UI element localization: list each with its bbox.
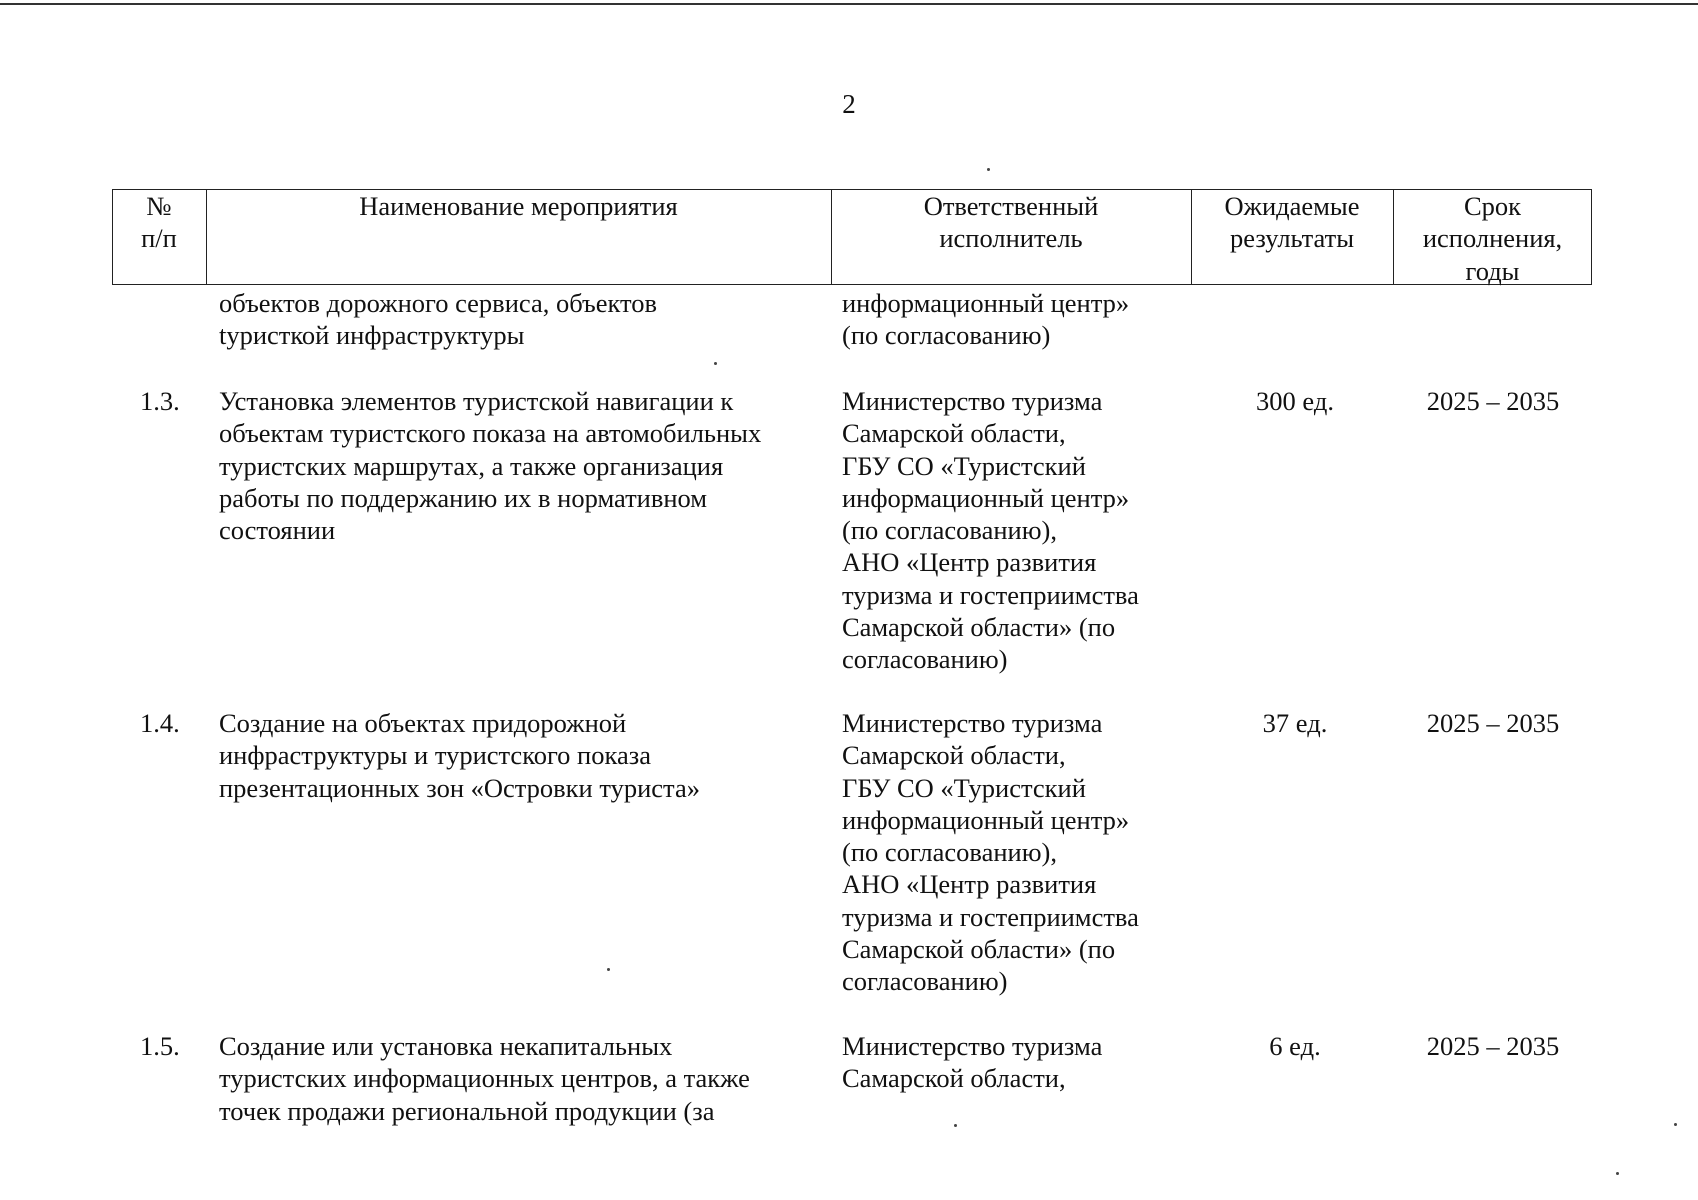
header-term: Срок исполнения, годы (1422, 191, 1563, 286)
scan-speck (1616, 1172, 1619, 1175)
row-name: Создание на объектах придорожной инфраструктуры и туристского показа презентационных зон «Островки туриста» (219, 708, 700, 803)
row-number: 1.4. (140, 708, 180, 738)
row-term: 2025 – 2035 (1426, 1031, 1560, 1061)
scan-speck (987, 168, 990, 171)
row-number: 1.3. (140, 386, 180, 416)
header-responsible: Ответственный исполнитель (923, 191, 1099, 254)
row-term: 2025 – 2035 (1426, 708, 1560, 738)
scan-speck (607, 968, 610, 971)
scan-edge-line (0, 3, 1698, 5)
row-name: Установка элементов туристской навигации к объектам туристского показа на автомобильных туристских маршрутах, а также организация работы по поддержанию их в нормативном состоянии (219, 386, 762, 546)
scan-speck (714, 362, 717, 365)
scan-speck (954, 1124, 957, 1127)
header-results: Ожидаемые результаты (1224, 191, 1360, 254)
row-responsible: Министерство туризма Самарской области, (842, 1031, 1103, 1094)
continuation-responsible: информационный центр» (по согласованию) (842, 288, 1130, 351)
row-results: 300 ед. (1256, 386, 1334, 416)
row-responsible: Министерство туризма Самарской области, ГБУ СО «Туристский информационный центр» (по согласованию), АНО «Центр развития туризма и гостеприимства Самарской области» (по согласованию) (842, 708, 1139, 997)
page-number: 2 (842, 89, 856, 119)
continuation-name: объектов дорожного сервиса, объектов tуристкой инфраструктуры (219, 288, 658, 351)
row-results: 6 ед. (1269, 1031, 1321, 1061)
row-name: Создание или установка некапитальных туристских информационных центров, а также точек продажи региональной продукции (за (219, 1031, 750, 1126)
row-results: 37 ед. (1262, 708, 1328, 738)
scan-speck (1674, 1123, 1677, 1126)
row-responsible: Министерство туризма Самарской области, ГБУ СО «Туристский информационный центр» (по согласованию), АНО «Центр развития туризма и гостеприимства Самарской области» (по согласованию) (842, 386, 1139, 675)
header-name: Наименование мероприятия (359, 191, 678, 221)
row-number: 1.5. (140, 1031, 180, 1061)
row-term: 2025 – 2035 (1426, 386, 1560, 416)
header-num: № п/п (141, 191, 177, 254)
